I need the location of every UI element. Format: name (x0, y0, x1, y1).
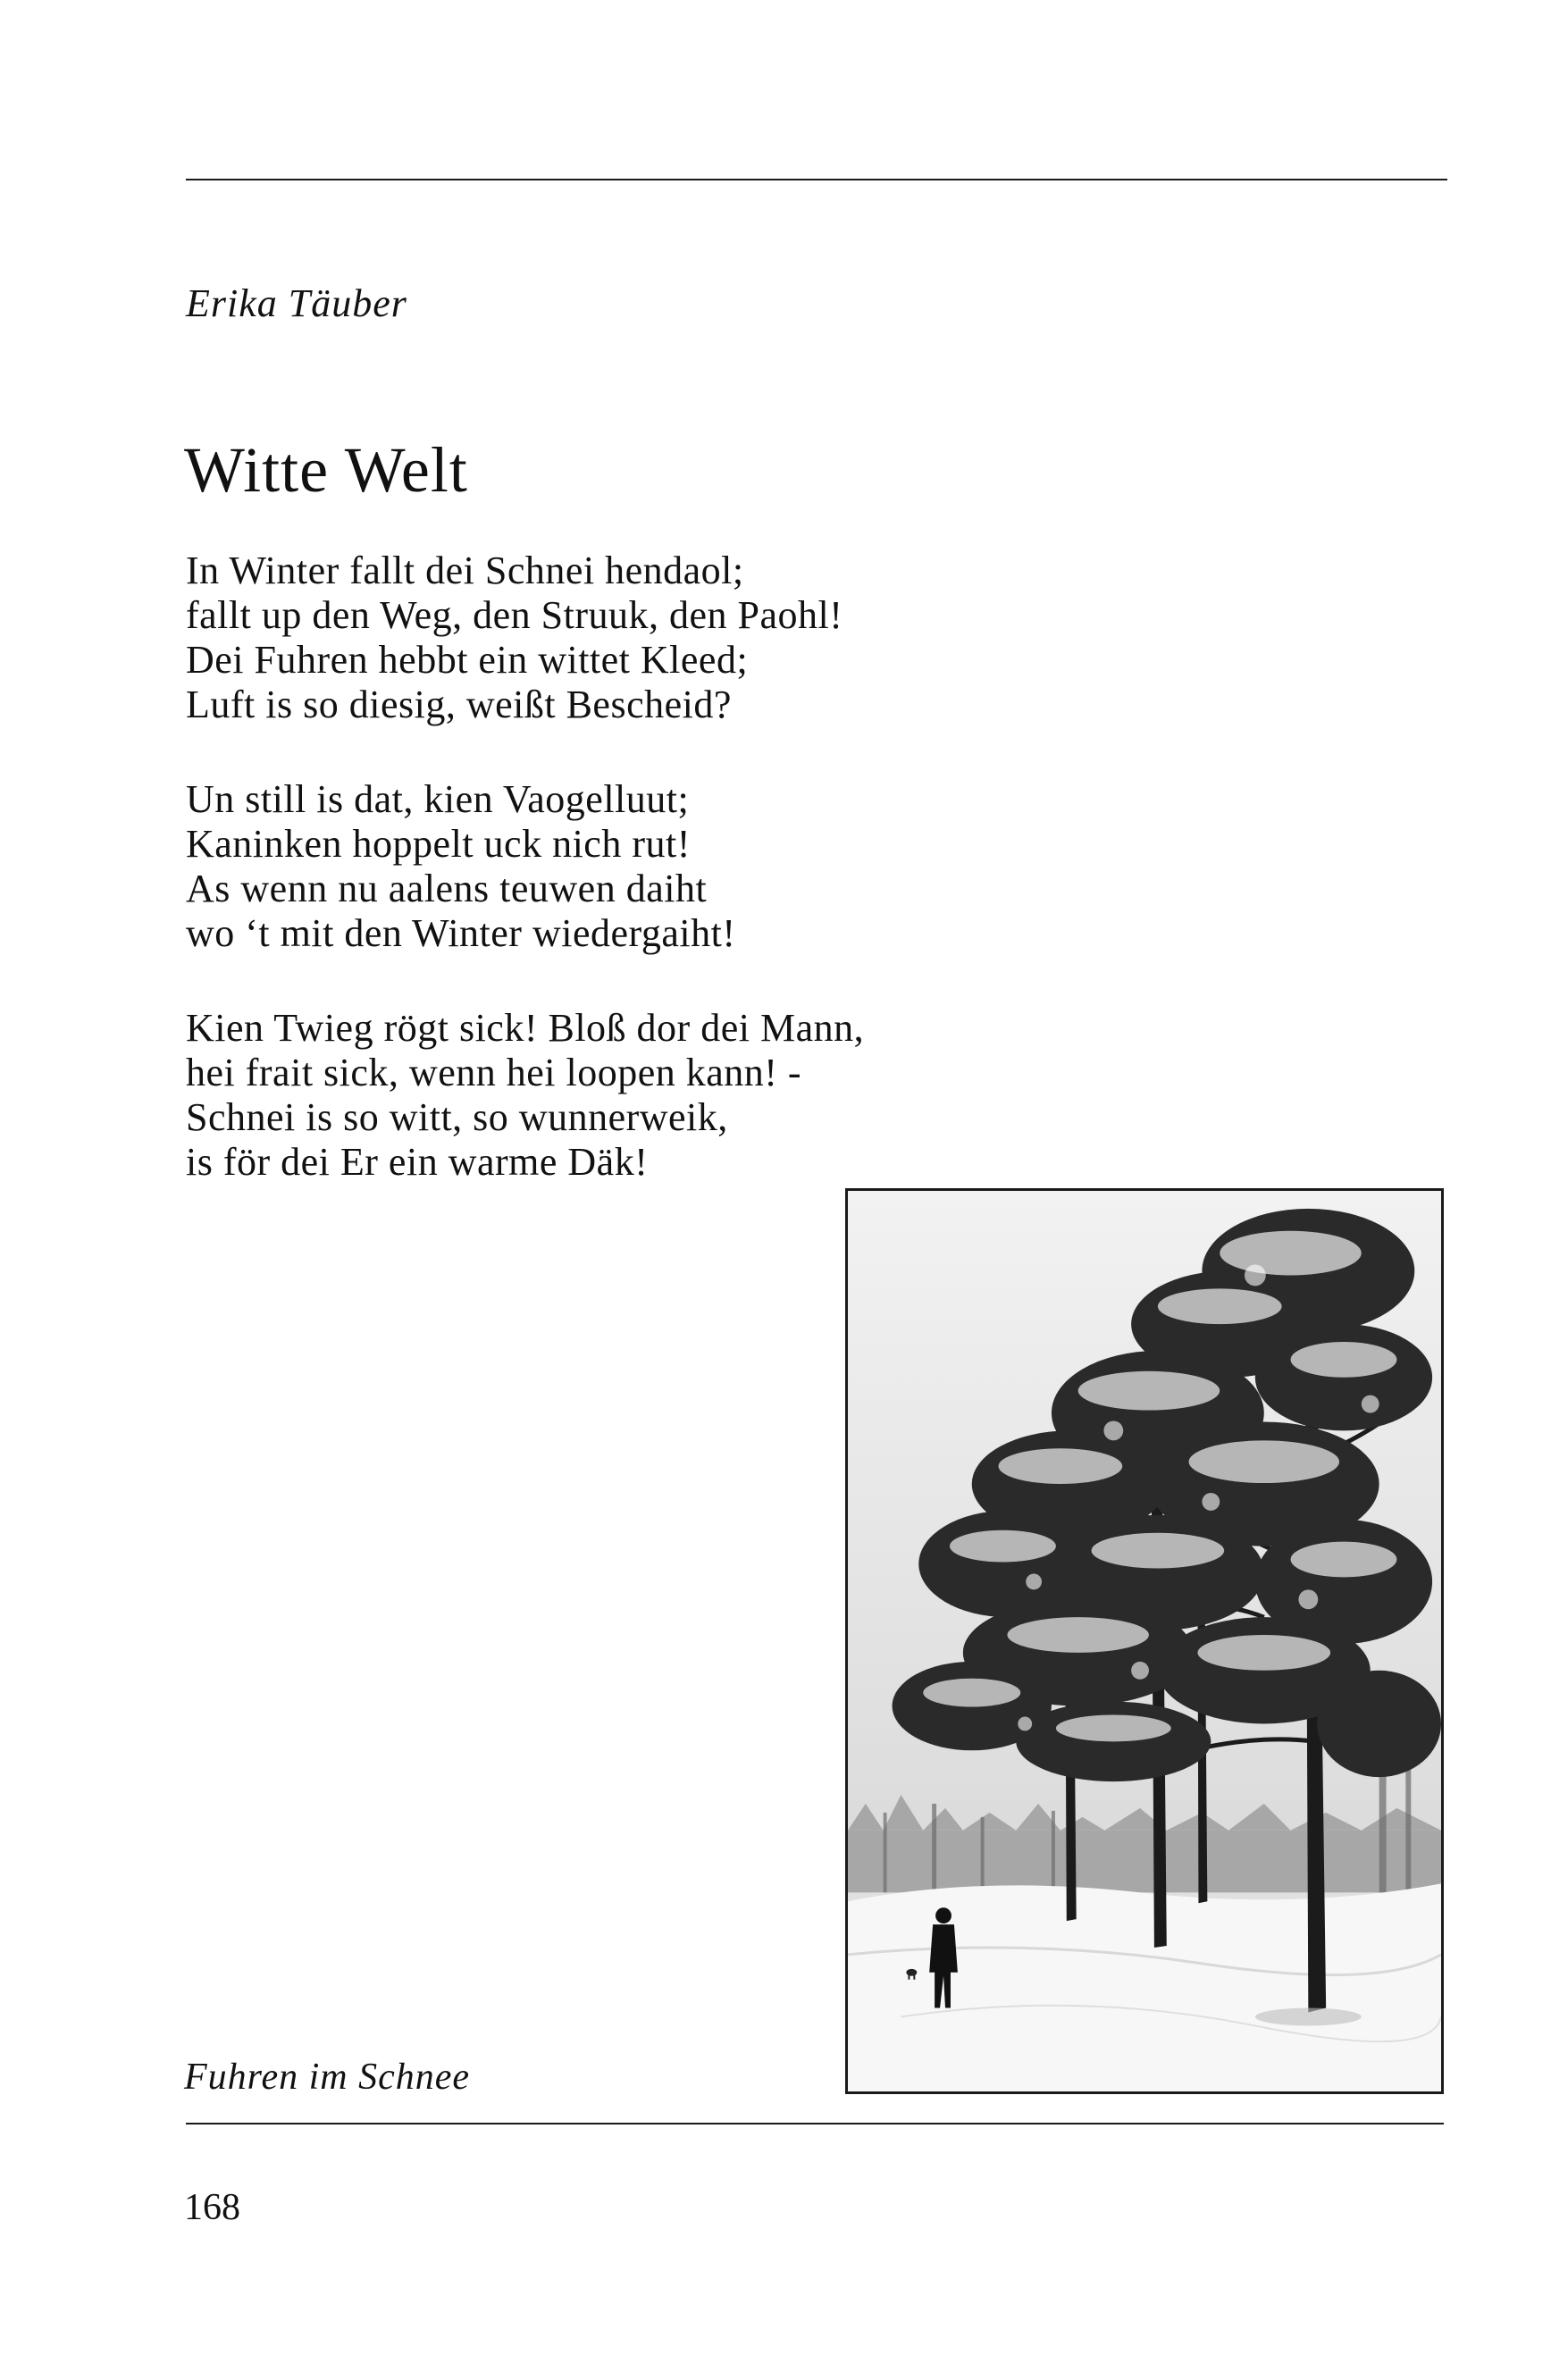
stanza-1 (186, 549, 1258, 727)
stanza-2 (186, 777, 1258, 956)
poem-line: As wenn nu aalens teuwen daiht (186, 867, 708, 910)
top-rule (186, 179, 1447, 180)
poem-title: Witte Welt (184, 434, 468, 506)
poem-line: Schnei is so witt, so wunnerweik, (186, 1095, 728, 1139)
poem-line: Kaninken hoppelt uck nich rut! (186, 822, 691, 866)
stanza-3 (186, 1006, 1258, 1185)
winter-forest-illustration (848, 1191, 1441, 2091)
poem-line: In Winter fallt dei Schnei hendaol; (186, 549, 744, 592)
poem-line: Luft is so diesig, weißt Bescheid? (186, 683, 732, 726)
poem-line: Dei Fuhren hebbt ein wittet Kleed; (186, 638, 749, 682)
poem-line: Un still is dat, kien Vaogelluut; (186, 777, 690, 821)
bottom-rule (186, 2123, 1444, 2124)
poem-line: hei frait sick, wenn hei loopen kann! - (186, 1051, 802, 1094)
page-number: 168 (184, 2187, 240, 2228)
poem-line: is för dei Er ein warme Däk! (186, 1140, 649, 1184)
poem-line: wo ‘t mit den Winter wiedergaiht! (186, 911, 736, 955)
poem-line: fallt up den Weg, den Struuk, den Paohl! (186, 593, 843, 637)
poem-body (186, 549, 1258, 1235)
poem-line: Kien Twieg rögt sick! Bloß dor dei Mann, (186, 1006, 865, 1050)
winter-forest-photo (845, 1188, 1444, 2094)
photo-caption: Fuhren im Schnee (184, 2057, 471, 2098)
author-name: Erika Täuber (186, 281, 407, 325)
